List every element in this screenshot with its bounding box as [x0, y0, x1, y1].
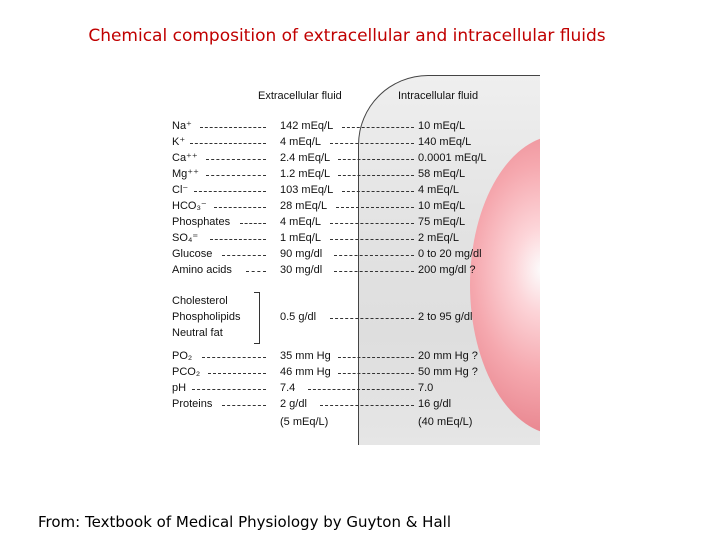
leader-line — [214, 207, 266, 208]
intracellular-value: 10 mEq/L — [418, 200, 466, 212]
extracellular-value: 4 mEq/L — [280, 216, 321, 228]
extracellular-value: 30 mg/dl — [280, 264, 323, 276]
intracellular-value: 7.0 — [418, 382, 434, 394]
row-label: PCO₂ — [172, 366, 201, 378]
leader-line — [206, 159, 266, 160]
lipid-bracket — [254, 292, 260, 344]
row-label: Cl⁻ — [172, 184, 189, 196]
leader-line — [342, 127, 414, 128]
intracellular-value: 50 mm Hg ? — [418, 366, 478, 378]
row-label: Cholesterol — [172, 295, 228, 307]
extracellular-value: 7.4 — [280, 382, 296, 394]
row-label: Glucose — [172, 248, 213, 260]
leader-line — [330, 318, 414, 319]
intracellular-value: 2 mEq/L — [418, 232, 459, 244]
row-label: Phospholipids — [172, 311, 241, 323]
fluid-composition-figure — [170, 75, 540, 445]
row-label: Ca⁺⁺ — [172, 152, 198, 164]
leader-line — [202, 357, 266, 358]
intracellular-value: 2 to 95 g/dl — [418, 311, 473, 323]
extracellular-value: 35 mm Hg — [280, 350, 331, 362]
leader-line — [192, 389, 266, 390]
extracellular-header: Extracellular fluid — [258, 90, 342, 102]
leader-line — [246, 271, 266, 272]
leader-line — [336, 207, 414, 208]
extracellular-protein-meq: (5 mEq/L) — [280, 416, 329, 428]
row-label: PO₂ — [172, 350, 193, 362]
slide-title: Chemical composition of extracellular and intracellular fluids — [88, 26, 606, 46]
source-credit: From: Textbook of Medical Physiology by Guyton & Hall — [38, 513, 451, 531]
leader-line — [338, 373, 414, 374]
row-label: Neutral fat — [172, 327, 223, 339]
row-label: HCO₃⁻ — [172, 200, 207, 212]
intracellular-value: 0.0001 mEq/L — [418, 152, 487, 164]
extracellular-value: 2.4 mEq/L — [280, 152, 331, 164]
row-label: K⁺ — [172, 136, 186, 148]
leader-line — [206, 175, 266, 176]
leader-line — [190, 143, 266, 144]
leader-line — [338, 159, 414, 160]
intracellular-value: 4 mEq/L — [418, 184, 459, 196]
leader-line — [240, 223, 266, 224]
intracellular-value: 200 mg/dl ? — [418, 264, 476, 276]
leader-line — [338, 175, 414, 176]
leader-line — [330, 223, 414, 224]
extracellular-value: 0.5 g/dl — [280, 311, 317, 323]
leader-line — [334, 255, 414, 256]
extracellular-value: 1.2 mEq/L — [280, 168, 331, 180]
intracellular-value: 16 g/dl — [418, 398, 452, 410]
row-label: Proteins — [172, 398, 213, 410]
extracellular-value: 103 mEq/L — [280, 184, 334, 196]
extracellular-value: 4 mEq/L — [280, 136, 321, 148]
intracellular-value: 140 mEq/L — [418, 136, 472, 148]
intracellular-header: Intracellular fluid — [398, 90, 479, 102]
leader-line — [330, 239, 414, 240]
row-label: Na⁺ — [172, 120, 192, 132]
leader-line — [200, 127, 266, 128]
leader-line — [210, 239, 266, 240]
leader-line — [194, 191, 266, 192]
leader-line — [334, 271, 414, 272]
intracellular-protein-meq: (40 mEq/L) — [418, 416, 473, 428]
leader-line — [320, 405, 414, 406]
leader-line — [222, 255, 266, 256]
row-label: Phosphates — [172, 216, 231, 228]
leader-line — [208, 373, 266, 374]
extracellular-value: 2 g/dl — [280, 398, 307, 410]
row-label: pH — [172, 382, 187, 394]
leader-line — [342, 191, 414, 192]
extracellular-value: 142 mEq/L — [280, 120, 334, 132]
row-label: Amino acids — [172, 264, 232, 276]
extracellular-value: 90 mg/dl — [280, 248, 323, 260]
row-label: SO₄⁼ — [172, 232, 199, 244]
intracellular-value: 10 mEq/L — [418, 120, 466, 132]
extracellular-value: 28 mEq/L — [280, 200, 328, 212]
intracellular-value: 0 to 20 mg/dl — [418, 248, 482, 260]
extracellular-value: 46 mm Hg — [280, 366, 331, 378]
leader-line — [338, 357, 414, 358]
leader-line — [308, 389, 414, 390]
extracellular-value: 1 mEq/L — [280, 232, 321, 244]
intracellular-value: 20 mm Hg ? — [418, 350, 478, 362]
row-label: Mg⁺⁺ — [172, 168, 199, 180]
leader-line — [222, 405, 266, 406]
leader-line — [330, 143, 414, 144]
intracellular-value: 75 mEq/L — [418, 216, 466, 228]
intracellular-value: 58 mEq/L — [418, 168, 466, 180]
